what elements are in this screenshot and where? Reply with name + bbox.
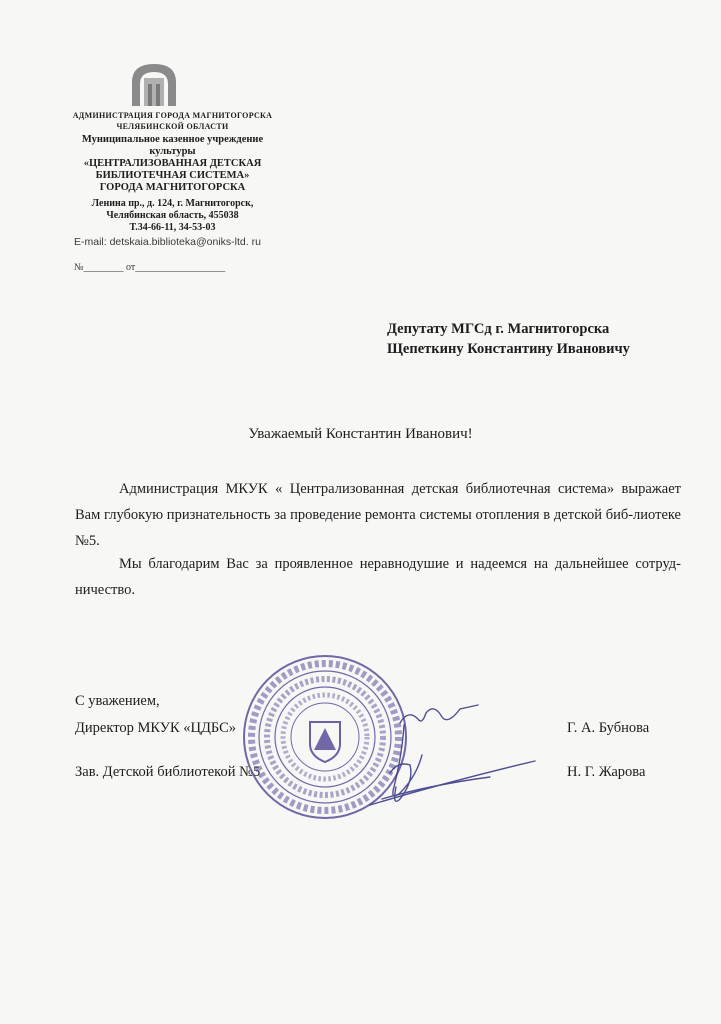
city-emblem-icon [128, 60, 180, 108]
institution-email: E-mail: detskaia.biblioteka@oniks-ltd. ru [74, 236, 261, 248]
institution-line: БИБЛИОТЕЧНАЯ СИСТЕМА» [95, 170, 250, 181]
director-role: Директор МКУК «ЦДБС» [75, 720, 237, 736]
institution-line: культуры [149, 146, 196, 157]
administration-line-1: АДМИНИСТРАЦИЯ ГОРОДА МАГНИТОГОРСКА [72, 111, 273, 120]
handwritten-signatures [330, 695, 540, 815]
salutation: Уважаемый Константин Иванович! [248, 426, 473, 442]
administration-heading [60, 110, 285, 132]
director-name: Г. А. Бубнова [567, 720, 650, 736]
closing-respect: С уважением, [75, 693, 160, 709]
document-number-line: №________ от__________________ [74, 262, 226, 273]
administration-line-2: ЧЕЛЯБИНСКОЙ ОБЛАСТИ [116, 122, 229, 131]
address-line: Челябинская область, 455038 [106, 210, 239, 221]
addressee-line-1: Депутату МГСд г. Магнитогорска [387, 321, 610, 337]
library-head-name: Н. Г. Жарова [567, 764, 646, 780]
letter-paragraph-1: Администрация МКУК « Централизованная детская библиотечная система» выражает Вам глубокую признательность за проведение ремонта системы отопления в детской биб-лиотеке №5. [75, 481, 681, 549]
institution-name [60, 134, 285, 194]
institution-line: «ЦЕНТРАЛИЗОВАННАЯ ДЕТСКАЯ [83, 158, 262, 169]
institution-address [60, 198, 285, 234]
address-line: Ленина пр., д. 124, г. Магнитогорск, [91, 198, 254, 209]
addressee-block [387, 319, 630, 359]
institution-line: Муниципальное казенное учреждение [81, 134, 264, 145]
letter-paragraph-2: Мы благодарим Вас за проявленное неравнодушие и надеемся на дальнейшее сотруд-ничество. [75, 556, 681, 598]
address-line: Т.34-66-11, 34-53-03 [129, 222, 216, 233]
addressee-line-2: Щепеткину Константину Ивановичу [387, 341, 630, 357]
library-head-role: Зав. Детской библиотекой №5 [75, 764, 261, 780]
institution-line: ГОРОДА МАГНИТОГОРСКА [99, 182, 246, 193]
